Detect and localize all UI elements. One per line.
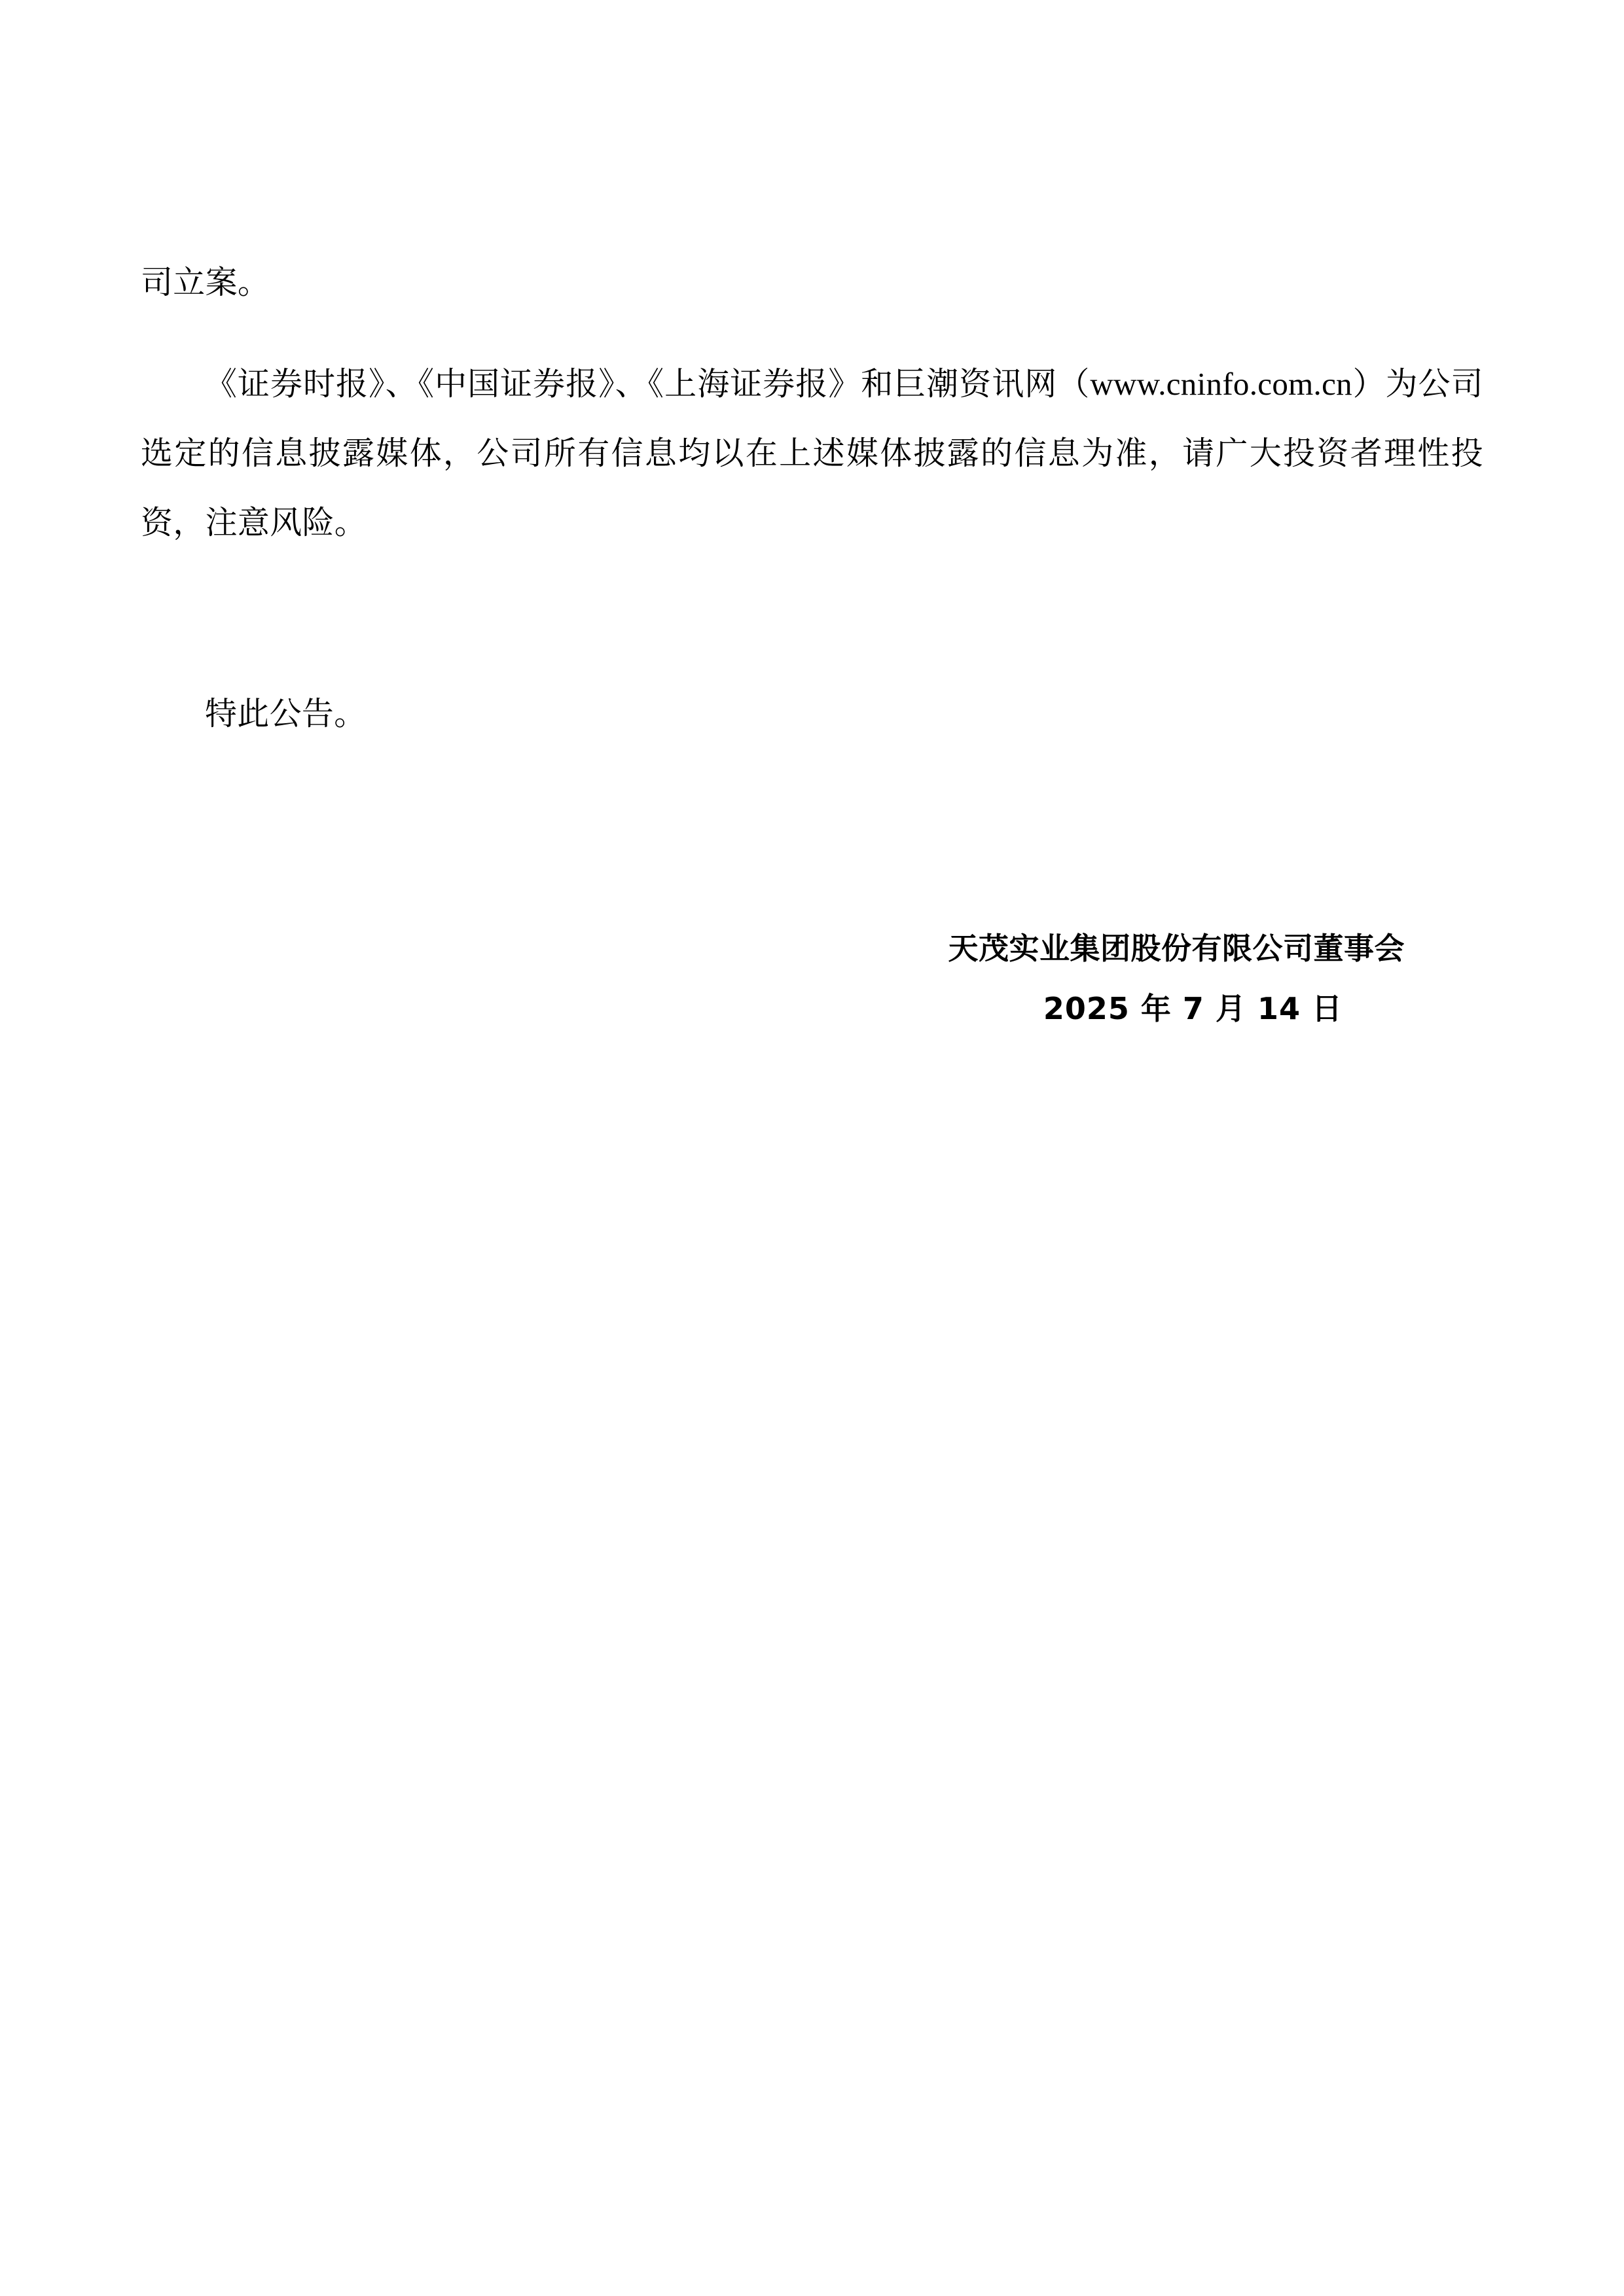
signature-company-name: 天茂实业集团股份有限公司董事会: [948, 931, 1405, 966]
signature-date: 2025 年 7 月 14 日: [1043, 991, 1343, 1026]
signature-block: [141, 918, 1483, 1039]
paragraph-spacer: [141, 590, 1483, 647]
signature-spacer: [141, 781, 1483, 918]
paragraph-disclosure-media: 《证券时报》、《中国证券报》、《上海证券报》和巨潮资讯网（www.cninfo.com.cn）为公司选定的信息披露媒体，公司所有信息均以在上述媒体披露的信息为准，请广大投资者理性投资，注意风险。: [141, 366, 1483, 541]
paragraph-announcement-closing: 特此公告。: [205, 696, 367, 732]
paragraph-case-filing: 司立案。: [141, 264, 270, 300]
